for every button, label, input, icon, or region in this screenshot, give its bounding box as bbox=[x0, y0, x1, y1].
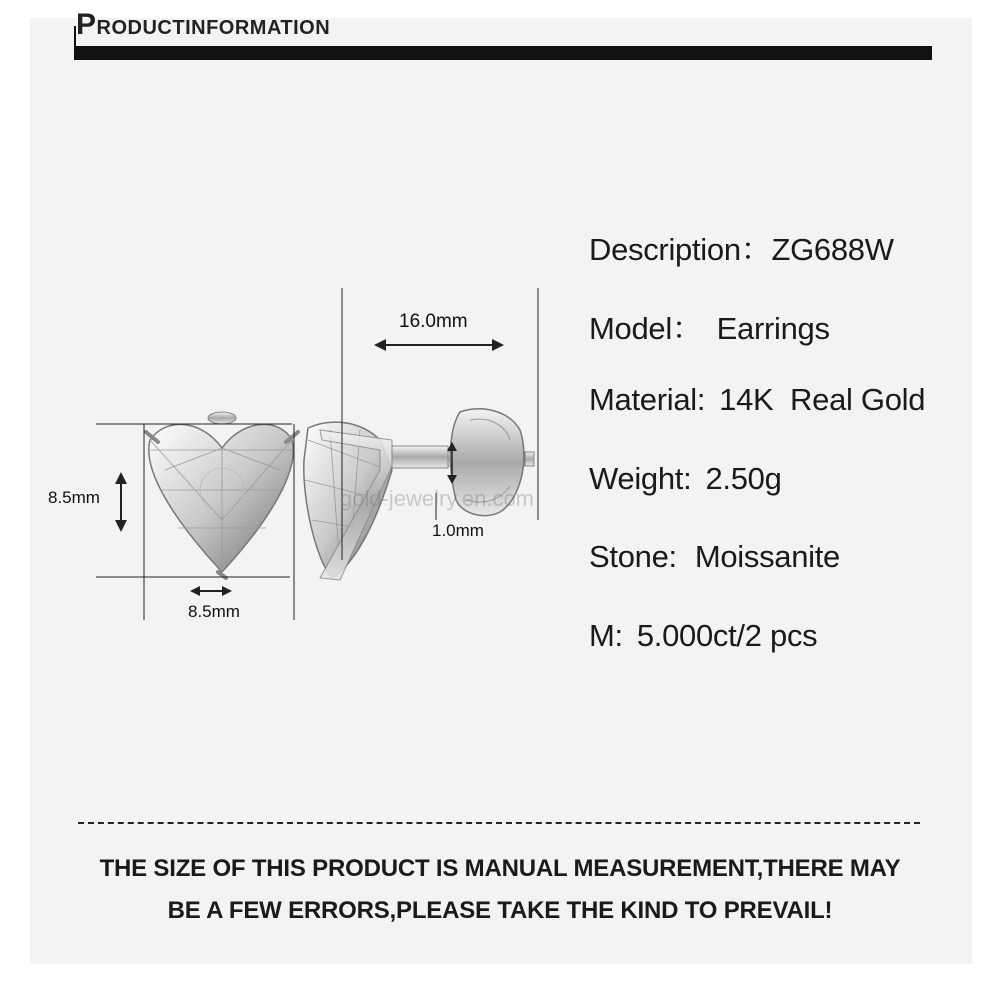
width-dimension-label: 8.5mm bbox=[188, 602, 240, 621]
spec-label: Material: bbox=[589, 382, 706, 417]
spec-label: Stone: bbox=[589, 539, 677, 574]
height-dimension-label: 8.5mm bbox=[48, 488, 100, 507]
title-first-letter: P bbox=[76, 8, 97, 41]
spec-value: 2.50g bbox=[705, 461, 782, 496]
spec-label: M: bbox=[589, 618, 623, 653]
size-note-line-2: BE A FEW ERRORS,PLEASE TAKE THE KIND TO PREVAIL! bbox=[167, 897, 833, 924]
watermark: gold-jewelry.en.com bbox=[340, 486, 535, 511]
spec-value: Moissanite bbox=[694, 539, 841, 574]
spec-description bbox=[589, 224, 894, 269]
spec-stone bbox=[589, 539, 840, 575]
spec-label: Weight: bbox=[589, 461, 692, 496]
spec-m bbox=[589, 618, 817, 654]
post-dimension-label: 1.0mm bbox=[432, 521, 484, 540]
spec-label: Model： bbox=[589, 311, 703, 346]
spec-value: 5.000ct/2 pcs bbox=[636, 618, 818, 653]
title-rest: RODUCTINFORMATION bbox=[96, 17, 331, 39]
spec-model bbox=[589, 303, 830, 348]
spec-value: 14K Real Gold bbox=[719, 382, 926, 417]
spec-weight bbox=[589, 461, 782, 497]
spec-label: Description： bbox=[589, 232, 772, 267]
dashed-divider bbox=[78, 822, 920, 824]
front-view-heart bbox=[146, 412, 298, 578]
size-note-line-1: THE SIZE OF THIS PRODUCT IS MANUAL MEASUREMENT,THERE MAY bbox=[99, 855, 901, 882]
spec-value: Earrings bbox=[716, 311, 830, 346]
spec-value: ZG688W bbox=[771, 232, 894, 267]
length-dimension-label: 16.0mm bbox=[399, 311, 468, 332]
spec-material bbox=[589, 382, 925, 418]
